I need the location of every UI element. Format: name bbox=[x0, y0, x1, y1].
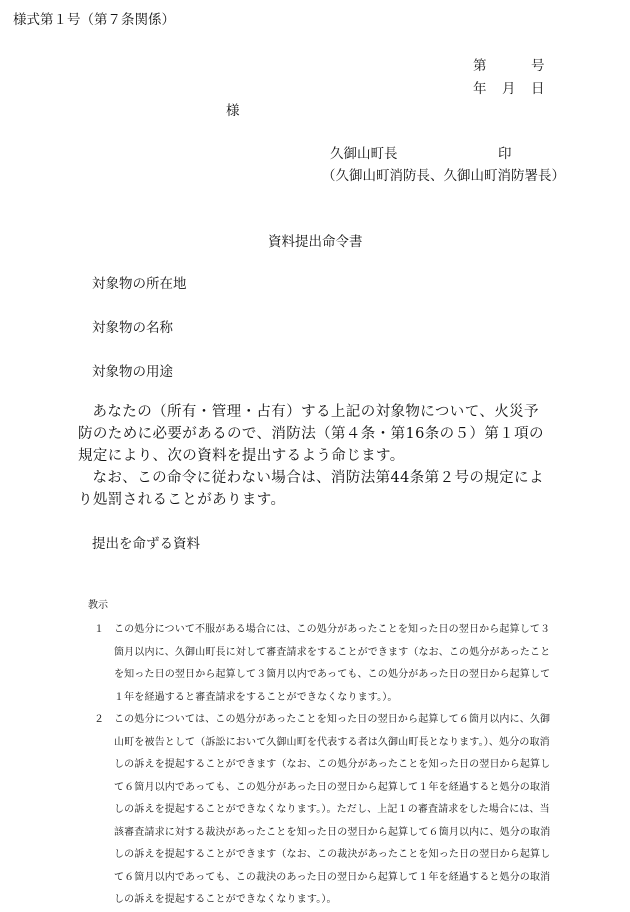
date-line: 年 月 日 bbox=[473, 81, 546, 97]
notice-item-text: この処分について不服がある場合には、この処分があったことを知った日の翌日から起算して３箇月以内に、久御山町長に対して審査請求をすることができます（なお、この処分があったことを知った日の翌日から起算して３箇月以内であっても、この処分があった日の翌日から起算して１年を経過すると審査請求をすることができなくなります。）。 bbox=[114, 624, 551, 703]
notice-section bbox=[88, 596, 558, 912]
notice-item-number: １ bbox=[94, 624, 105, 635]
issuer-name: 久御山町長 bbox=[330, 146, 398, 162]
documents-heading: 提出を命ずる資料 bbox=[92, 536, 200, 552]
seal-mark: 印 bbox=[498, 146, 512, 162]
form-label: 様式第１号（第７条関係） bbox=[13, 12, 175, 28]
field-name: 対象物の名称 bbox=[92, 320, 173, 336]
penalty-paragraph: なお、この命令に従わない場合は、消防法第44条第２号の規定により処罰されることがあります。 bbox=[78, 470, 544, 508]
issuer-alt: （久御山町消防長、久御山町消防署長） bbox=[322, 168, 565, 184]
field-location: 対象物の所在地 bbox=[92, 276, 187, 292]
addressee-suffix: 様 bbox=[226, 103, 240, 119]
notice-item-number: ２ bbox=[94, 714, 105, 725]
notice-item-text: この処分については、この処分があったことを知った日の翌日から起算して６箇月以内に、久御山町を被告として（訴訟において久御山町を代表する者は久御山町長となります。）、処分の取消しの訴えを提起することができます（なお、この処分があったことを知った日の翌日から起算して６箇月以内であっても、この処分があった日の翌日から起算して１年を経過すると処分の取消しの訴えを提起することができなくなります。）。ただし、上記１の審査請求をした場合には、当該審査請求に対する裁決があったことを知った日の翌日から起算して６箇月以内に、処分の取消しの訴えを提起することができます（なお、この裁決があったことを知った日の翌日から起算して６箇月以内であっても、この裁決のあった日の翌日から起算して１年を経過すると処分の取消しの訴えを提起することができなくなります。）。 bbox=[114, 714, 551, 905]
notice-item bbox=[88, 709, 558, 912]
notice-item bbox=[88, 619, 558, 709]
order-paragraph: あなたの（所有・管理・占有）する上記の対象物について、火災予防のために必要があるので、消防法（第４条・第16条の５）第１項の規定により、次の資料を提出するよう命じます。 bbox=[78, 404, 544, 464]
number-line: 第 号 bbox=[473, 58, 546, 74]
document-title: 資料提出命令書 bbox=[268, 234, 363, 250]
notice-heading: 教示 bbox=[88, 600, 108, 611]
field-use: 対象物の用途 bbox=[92, 364, 173, 380]
